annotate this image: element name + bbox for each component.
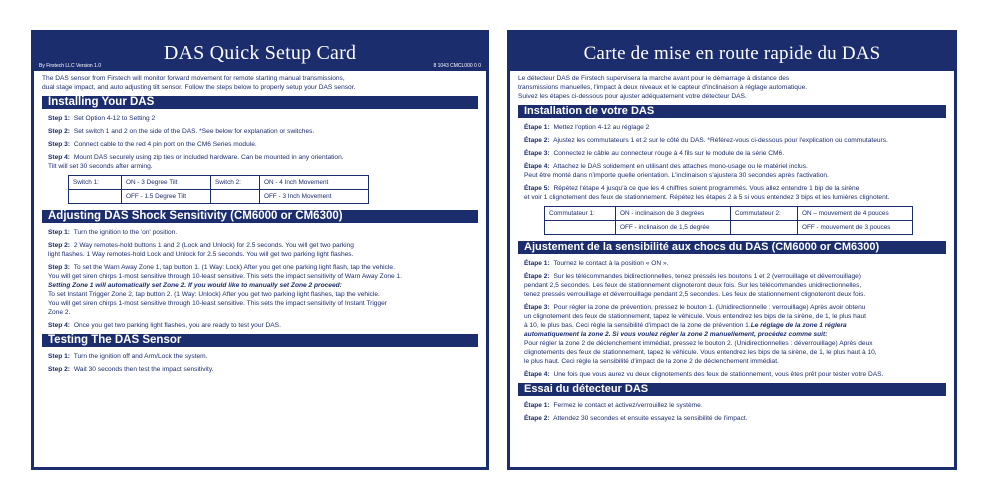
section-heading-testing: Testing The DAS Sensor [42,334,478,347]
step-label: Step 3: [48,264,70,271]
step-text-continued: pendant 2,5 secondes. Les feux de stationnement clignoteront deux fois. Sur les télécommandes unidirectionnelles, [524,282,862,289]
step-label: Step 2: [48,128,70,135]
step-text: To set the Warn Away Zone 1, tap button 1. (1 Way: Lock) After you get one parking light flash, tap the vehicle. [73,264,395,271]
intro-text [42,74,478,92]
step-label: Étape 1: [524,260,550,267]
step-text: Sur les télécommandes bidirectionnelles, tenez pressés les boutons 1 et 2 (verrouillage et déverrouillage) [553,273,862,280]
step-label: Step 2: [48,242,70,249]
shock-step-2 [524,272,946,299]
step-label: Étape 2: [524,137,550,144]
table-cell: Commutateur 2: [731,207,798,221]
table-row [545,207,913,221]
step-label: Étape 4: [524,163,550,170]
step-label: Step 4: [48,322,70,329]
install-step-3 [524,149,946,158]
card-header [34,33,486,71]
emphasis-note: Setting Zone 1 will automatically set Zone 2. If you would like to manually set Zone 2 proceed: [48,282,342,289]
step-text: Mettez l'option 4-12 au réglage 2 [553,124,650,131]
step-label: Étape 2: [524,273,550,280]
switch-settings-table [68,175,369,204]
emphasis-note: Le réglage de la zone 1 réglera [750,322,847,329]
step-text: Connectez le câble au connecteur rouge à 4 fils sur le module de la série CM6. [553,150,785,157]
step-text: Fermez le contact et activez/verrouillez le système. [553,402,703,409]
install-step-1 [48,114,478,123]
table-cell [545,221,616,235]
shock-step-3 [524,303,946,366]
section-heading-installing: Installing Your DAS [42,96,478,109]
table-cell: Commutateur 1: [545,207,616,221]
table-cell: ON - inclinaison de 3 degrées [616,207,731,221]
table-cell: ON - 3 Degree Tilt [122,176,211,190]
step-label: Étape 2: [524,415,550,422]
step-text-continued: le plus haut. Ceci règle la sensibilité d'impact de la zone 2 de déclenchement immédiat. [524,358,779,365]
section-heading-installation: Installation de votre DAS [518,105,946,118]
table-row [545,221,913,235]
step-text-continued: You will get siren chirps 1-most sensitive through 10-least sensitive. This sets the impact sensitivity of Instant Trigger [48,300,387,307]
section-heading-shock: Adjusting DAS Shock Sensitivity (CM6000 or CM6300) [42,210,478,223]
step-text-continued: light flashes. 1 Way remotes-hold Lock and Unlock for 2.5 seconds. You will get two parking light flashes. [48,251,354,258]
step-label: Step 2: [48,366,70,373]
french-setup-card [507,30,957,470]
intro-line: Suivez les étapes ci-dessous pour ajuster adéquatement votre détecteur DAS. [518,93,747,100]
table-cell: ON - 4 Inch Movement [260,176,369,190]
step-text-continued: un clignotement des feux de stationnement, tapez le véhicule. Vous entendrez les bips de la sirène, de 1, le plus haut [524,313,866,320]
part-number: 8 1043 CMCL000 0 0 [433,63,481,69]
step-text: Tournez le contact à la position « ON ». [553,260,669,267]
install-step-4 [48,153,478,171]
step-text: Ajustez les commutateurs 1 et 2 sur le côté du DAS. *Référez-vous ci-dessous pour l'explication ou commutateurs. [553,137,888,144]
step-text: Pour régler la zone de prévention, pressez le bouton 1. (Unidirectionnelle : verrouillage) Après avoir obtenu [553,304,866,311]
step-text: Set Option 4-12 to Setting 2 [73,115,156,122]
table-cell: ON – mouvement de 4 pouces [798,207,913,221]
table-row [69,176,369,190]
step-text-continued: To set Instant Trigger Zone 2, tap button 2. (1 Way: Unlock) After you get two parking light flashes, tap the vehicle. [48,291,380,298]
install-step-4 [524,162,946,180]
table-cell [211,190,260,204]
table-cell: OFF - 1.5 Degree Tilt [122,190,211,204]
shock-step-1 [524,259,946,268]
version-label: By Firstech LLC Version 1.0 [39,63,101,69]
card-body [34,71,486,374]
step-text: Once you get two parking light flashes, you are ready to test your DAS. [73,322,281,329]
table-cell [731,221,798,235]
step-label: Step 1: [48,115,70,122]
step-label: Step 3: [48,141,70,148]
shock-step-4 [48,321,478,330]
step-label: Step 1: [48,353,70,360]
step-text: Attachez le DAS solidement en utilisant des attaches mono-usage ou le matériel inclus. [553,163,808,170]
card-title: Carte de mise en route rapide du DAS [583,43,881,64]
install-step-5 [524,184,946,202]
card-title: DAS Quick Setup Card [163,42,357,64]
table-cell [69,190,122,204]
shock-step-2 [48,241,478,259]
test-step-1 [48,352,478,361]
step-label: Étape 3: [524,304,550,311]
step-text-continued: tenez pressés verrouillage et déverrouillage pendant 2,5 secondes. Les feux de stationnement clignoteront deux fois. [524,291,866,298]
table-cell: Switch 1: [69,176,122,190]
step-text-continued: Pour régler la zone 2 de déclenchement immédiat, pressez le bouton 2. (Unidirectionnelles : déverrouillage) Après deux [524,340,873,347]
table-cell: OFF - mouvement de 3 pouces [798,221,913,235]
step-text: Turn the ignition off and Arm/Lock the system. [73,353,208,360]
shock-step-3 [48,263,478,317]
step-text: Turn the ignition to the 'on' position. [73,229,178,236]
install-step-2 [48,127,478,136]
english-setup-card [31,30,489,470]
test-step-1 [524,401,946,410]
table-cell: OFF - inclinaison de 1,5 degrée [616,221,731,235]
step-text: Mount DAS securely using zip ties or included hardware. Can be mounted in any orientation. [73,154,344,161]
step-text-continued: et voir 1 clignotement des feux de stationnement. Répétez les étapes 2 à 5 si vous entendez 3 bips et les lumières clignotent. [524,194,890,201]
step-text: Répétez l'étape 4 jusqu'à ce que les 4 chiffres soient programmés. Vous allez entendre 1 bip de la sirène [553,185,860,192]
shock-step-1 [48,228,478,237]
step-text: Wait 30 seconds then test the impact sensitivity. [73,366,214,373]
switch-settings-table [544,206,913,235]
step-label: Step 1: [48,229,70,236]
intro-line: transmissions manuelles, l'impact à deux niveaux et le capteur d'inclinaison à réglage automatique. [518,84,808,91]
step-label: Étape 4: [524,371,550,378]
table-cell: Switch 2: [211,176,260,190]
step-label: Étape 5: [524,185,550,192]
intro-text [518,74,946,101]
step-text-continued: clignotements des feux de stationnement, tapez le véhicule. Vous entendrez les bips de la sirène, de 1, le plus haut à 10, [524,349,877,356]
step-text: Connect cable to the red 4 pin port on the CM6 Series module. [73,141,257,148]
step-text-continued: Tilt will set 30 seconds after arming. [48,163,153,170]
step-text: 2 Way remotes-hold buttons 1 and 2 (Lock and Unlock) for 2.5 seconds. You will get two parking [73,242,354,249]
step-label: Step 4: [48,154,70,161]
intro-line: Le détecteur DAS de Firstech supervisera la marche avant pour le démarrage à distance des [518,75,790,82]
test-step-2 [524,414,946,423]
emphasis-note: automatiquement la zone 2. Si vous voulez régler la zone 2 manuellement, procédez comme suit: [524,331,828,338]
step-text: Set switch 1 and 2 on the side of the DAS. *See below for explanation or switches. [73,128,315,135]
intro-line: The DAS sensor from Firstech will monitor forward movement for remote starting manual transmissions, [42,75,345,82]
install-step-1 [524,123,946,132]
section-heading-shock: Ajustement de la sensibilité aux chocs du DAS (CM6000 or CM6300) [518,241,946,254]
card-header [510,33,954,71]
card-body [510,71,954,423]
section-heading-testing: Essai du détecteur DAS [518,383,946,396]
step-label: Étape 1: [524,124,550,131]
table-row [69,190,369,204]
step-label: Étape 1: [524,402,550,409]
step-text-continued: Zone 2. [48,309,71,316]
intro-line: dual stage impact, and auto adjusting tilt sensor. Follow the steps below to properly setup your DAS sensor. [42,84,356,91]
step-text: Une fois que vous aurez vu deux clignotements des feux de stationnement, vous êtes prêt pour tester votre DAS. [553,371,884,378]
step-text-continued: You will get siren chirps 1-most sensitive through 10-least sensitive. This sets the impact sensitivity of Warn Away Zone 1. [48,273,403,280]
test-step-2 [48,365,478,374]
step-text: Attendez 30 secondes et ensuite essayez la sensibilité de l'impact. [553,415,748,422]
install-step-2 [524,136,946,145]
step-text-continued: Peut être monté dans n'importe quelle orientation. L'inclinaison s'ajustera 30 secondes après l'activation. [524,172,829,179]
step-label: Étape 3: [524,150,550,157]
step-text-continued: à 10, le plus bas. Ceci règle la sensibilité d'impact de la zone de prévention 1. [524,322,751,329]
shock-step-4 [524,370,946,379]
install-step-3 [48,140,478,149]
table-cell: OFF - 3 Inch Movement [260,190,369,204]
